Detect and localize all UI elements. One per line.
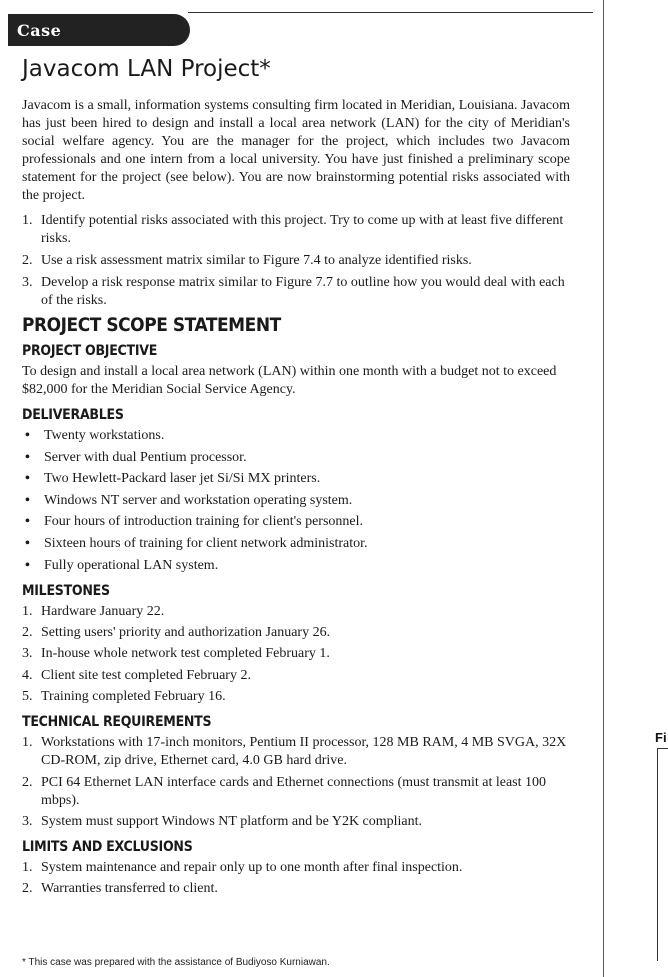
milestone-text: Setting users' priority and authorization January 26. [41,624,331,640]
deliverable-text: Sixteen hours of training for client network administrator. [44,535,368,551]
question-item [22,252,570,270]
deliverable-text: Fully operational LAN system. [44,557,219,573]
intro-paragraph: Javacom is a small, information systems consulting firm located in Meridian, Louisiana. Javacom has just been hired to design and install a local area network (LAN) for the city of Meridian's social welfare agency. You are the manager for the project, which includes two Javacom professionals and one intern from a local university. You have just finished a preliminary scope statement for the project (see below). You are now brainstorming potential risks associated with the project. [22,98,570,203]
list-number: 2. [22,774,33,790]
requirement-item [22,813,570,831]
list-number: 1. [22,735,33,751]
question-text: Develop a risk response matrix similar to Figure 7.7 to outline how you would deal with each of the risks. [41,275,565,308]
deliverable-item: • Twenty workstations. [25,428,165,443]
milestones-heading: MILESTONES [22,582,110,599]
milestone-item [22,645,570,663]
footnote: * This case was prepared with the assistance of Budiyoso Kurniawan. [22,957,330,968]
limit-item [22,859,570,877]
deliverable-text: Twenty workstations. [44,428,165,443]
list-number: 3. [22,275,33,290]
case-tab-label: Case [17,21,62,40]
objective-heading: PROJECT OBJECTIVE [22,343,158,359]
milestone-text: Training completed February 16. [41,689,226,705]
limits-list [22,859,570,898]
deliverable-item: • Sixteen hours of training for client network administrator. [25,535,368,551]
deliverable-text: Four hours of introduction training for client's personnel. [44,514,364,530]
technical-requirements-heading: TECHNICAL REQUIREMENTS [22,714,212,731]
objective-text: To design and install a local area network (LAN) within one month with a budget not to exceed $82,000 for the Meridian Social Service Agency. [22,364,557,397]
question-list [22,212,570,310]
question-item [22,212,570,248]
requirement-text: Workstations with 17-inch monitors, Pentium II processor, 128 MB RAM, 4 MB SVGA, 32X CD-ROM, zip drive, Ethernet card, 4.0 GB hard drive. [41,735,567,769]
deliverables-list [22,427,570,575]
question-item [22,274,570,310]
figure-fragment-frame [657,748,668,961]
list-number: 1. [22,603,33,619]
list-number: 2. [22,253,33,268]
question-text: Use a risk assessment matrix similar to Figure 7.4 to analyze identified risks. [41,253,472,268]
case-title: Javacom LAN Project* [22,56,271,82]
list-number: 1. [22,213,33,228]
top-rule [188,12,593,13]
figure-fragment-label: Fi [655,730,667,745]
milestone-text: Client site test completed February 2. [41,667,251,683]
list-number: 4. [22,667,33,683]
list-number: 3. [22,646,33,662]
requirement-item [22,774,570,810]
milestones-list [22,603,570,707]
list-number: 1. [22,859,33,875]
milestone-item [22,624,570,642]
scope-heading: PROJECT SCOPE STATEMENT [22,315,281,336]
deliverable-item: • Four hours of introduction training for client's personnel. [25,514,364,530]
deliverable-text: Server with dual Pentium processor. [44,449,247,465]
requirement-text: PCI 64 Ethernet LAN interface cards and Ethernet connections (must transmit at least 100 mbps). [41,774,547,808]
deliverables-heading: DELIVERABLES [22,407,124,423]
limits-heading: LIMITS AND EXCLUSIONS [22,838,193,855]
deliverable-text: Two Hewlett-Packard laser jet Si/Si MX printers. [44,471,321,487]
list-number: 2. [22,624,33,640]
case-body [22,97,570,902]
deliverable-text: Windows NT server and workstation operating system. [44,492,353,508]
list-number: 2. [22,881,33,897]
deliverable-item: • Fully operational LAN system. [25,557,219,573]
milestone-text: Hardware January 22. [41,603,165,619]
case-tab [8,14,190,46]
milestone-item [22,667,570,685]
question-text: Identify potential risks associated with this project. Try to come up with at least five different risks. [41,213,564,246]
technical-requirements-list [22,734,570,831]
limit-item [22,880,570,898]
list-number: 5. [22,689,33,705]
page-margin-rule [603,0,604,977]
deliverable-item: • Server with dual Pentium processor. [25,449,247,465]
milestone-item [22,603,570,621]
requirement-text: System must support Windows NT platform and be Y2K compliant. [41,813,423,829]
milestone-text: In-house whole network test completed February 1. [41,646,330,662]
requirement-item [22,734,570,770]
milestone-item [22,688,570,706]
deliverable-item: • Two Hewlett-Packard laser jet Si/Si MX printers. [25,471,321,487]
limit-text: System maintenance and repair only up to one month after final inspection. [41,859,463,875]
deliverable-item: • Windows NT server and workstation operating system. [25,492,353,508]
limit-text: Warranties transferred to client. [41,881,218,897]
list-number: 3. [22,813,33,829]
